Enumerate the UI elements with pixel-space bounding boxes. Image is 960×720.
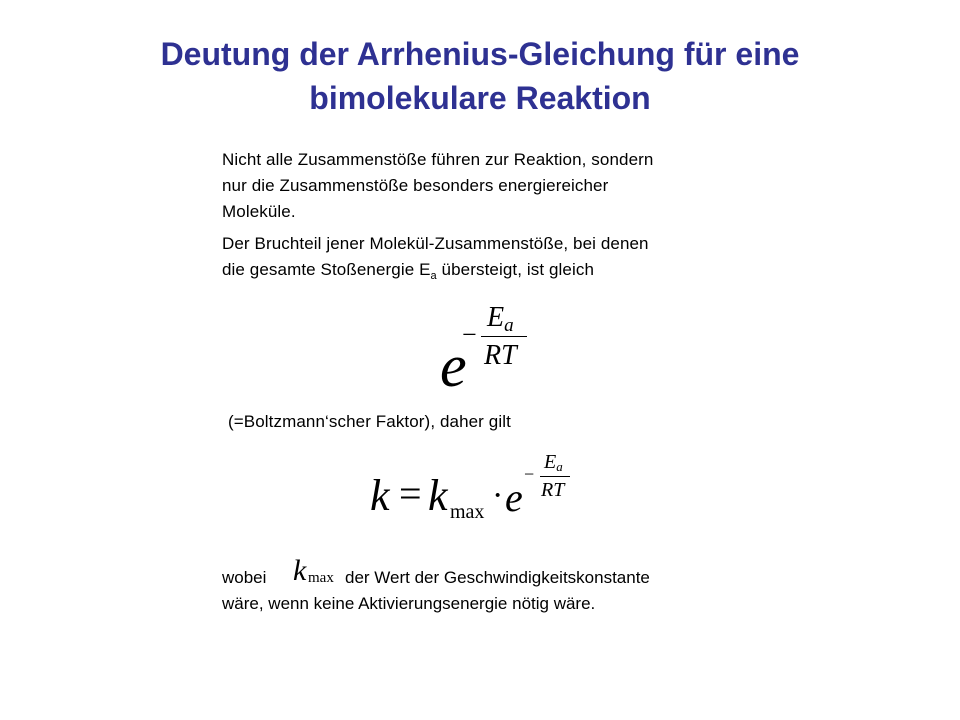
paragraph-3-line-1-end: der Wert der Geschwindigkeitskonstante [345,568,650,587]
paragraph-1-line-1: Nicht alle Zusammenstöße führen zur Reaktion, sondern [222,150,654,169]
formula-1-numerator-sub: a [504,315,514,336]
paragraph-fraction [222,231,782,289]
formula-2-denominator: RT [541,479,565,501]
formula-1-numerator-e: E [487,302,505,333]
paragraph-2-line-2 [222,257,782,289]
formula-1-denominator: RT [484,340,517,371]
paragraph-3-wobei: wobei [222,568,267,587]
paragraph-3-line-2: wäre, wenn keine Aktivierungsenergie nötig wäre. [222,594,596,613]
page-title [60,32,900,120]
formula-1-fraction-bar [481,336,527,337]
formula-2-equals: = [399,471,422,516]
formula-2-numerator [544,451,563,478]
title-line-1: Deutung der Arrhenius-Gleichung für eine [160,36,800,72]
formula-2-dot: · [492,477,504,514]
title-line-2: bimolekulare Reaktion [309,80,651,116]
paragraph-2-line-1: Der Bruchteil jener Molekül-Zusammenstöße, bei denen [222,234,649,253]
paragraph-collisions [222,147,782,225]
paragraph-2-line-2-end: übersteigt, ist gleich [436,260,595,279]
paragraph-1-line-3: Moleküle. [222,202,296,221]
inline-kmax-k: k [293,554,307,587]
paragraph-1-line-2: nur die Zusammenstöße besonders energiereicher [222,176,609,195]
boltzmann-text: (=Boltzmann‘scher Faktor), daher gilt [228,412,511,431]
ea-subscript: a [430,270,437,282]
formula-2-numerator-sub: a [556,459,563,474]
formula-2-fraction-bar [540,476,570,477]
formula-2-lhs: k [370,471,390,520]
inline-kmax-sub: max [308,570,334,586]
paragraph-2-line-2-start: die gesamte Stoßenergie E [222,260,431,279]
formula-2-base: e [505,475,523,520]
formula-1-minus: − [462,320,477,349]
formula-2-k: k [428,471,448,520]
formula-2-numerator-e: E [544,451,557,473]
formula-1-base: e [440,333,467,399]
formula-2-k-sub: max [450,501,485,523]
formula-2-minus: − [524,464,535,484]
